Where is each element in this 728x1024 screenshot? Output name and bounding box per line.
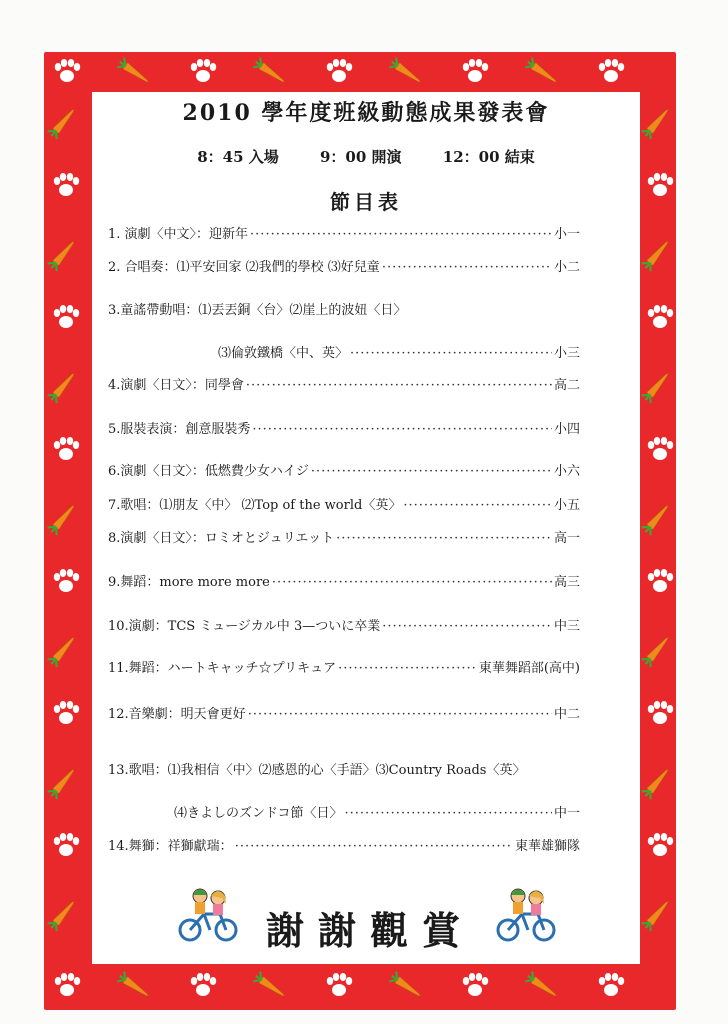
item-title: 14.舞獅：祥獅獻瑞： <box>108 839 233 854</box>
item-title: ⑶倫敦鐵橋〈中、英〉 <box>218 346 349 361</box>
item-performer: 小二 <box>553 260 580 275</box>
paw-print-icon <box>54 173 79 196</box>
carrot-icon <box>388 57 423 87</box>
leader-dots <box>246 377 552 395</box>
item-performer: 中三 <box>553 619 580 634</box>
carrot-icon <box>641 106 672 140</box>
paw-print-icon <box>648 701 673 724</box>
item-title: 10.演劇：TCS ミュージカル中 3—ついに卒業 <box>108 619 381 634</box>
carrot-icon <box>116 971 151 1001</box>
carrot-icon <box>641 238 672 272</box>
program-item <box>108 421 580 439</box>
paw-print-icon <box>55 973 80 996</box>
item-title: 11.舞蹈：ハートキャッチ☆プリキュア <box>108 661 337 676</box>
carrot-icon <box>388 971 423 1001</box>
paw-print-icon <box>54 305 79 328</box>
leader-dots <box>248 706 552 724</box>
paw-print-icon <box>599 59 624 82</box>
program-item <box>108 302 580 320</box>
item-performer: 小四 <box>553 422 580 437</box>
leader-dots <box>336 530 552 548</box>
paw-print-icon <box>54 437 79 460</box>
item-performer: 小五 <box>553 498 580 513</box>
leader-dots <box>382 618 552 636</box>
page-title: 2010 學年度班級動態成果發表會 <box>182 100 550 126</box>
leader-dots <box>350 345 552 363</box>
leader-dots <box>403 497 552 515</box>
item-title: 13.歌唱：⑴我相信〈中〉⑵感恩的心〈手語〉⑶Country Roads〈英〉 <box>108 763 526 778</box>
leader-dots <box>382 259 552 277</box>
item-title: ⑷きよしのズンドコ節〈日〉 <box>174 806 343 821</box>
leader-dots <box>250 226 552 244</box>
program-item <box>108 497 580 515</box>
carrot-icon <box>524 57 559 87</box>
carrot-icon <box>252 57 287 87</box>
paw-print-icon <box>54 569 79 592</box>
item-performer: 東華雄獅隊 <box>514 839 580 854</box>
carrot-icon <box>641 502 672 536</box>
item-title: 3.童謠帶動唱：⑴丟丟銅〈台〉⑵崖上的波妞〈日〉 <box>108 303 407 318</box>
schedule-times <box>92 146 640 167</box>
item-title: 8.演劇〈日文〉：ロミオとジュリエット <box>108 531 335 546</box>
paw-print-icon <box>463 59 488 82</box>
item-performer: 小一 <box>553 227 580 242</box>
carrot-icon <box>47 106 78 140</box>
carrot-icon <box>641 634 672 668</box>
paw-print-icon <box>191 59 216 82</box>
item-performer: 高三 <box>553 575 580 590</box>
carrot-icon <box>641 370 672 404</box>
thank-you-message: 謝謝觀賞 <box>265 908 474 953</box>
item-performer: 高一 <box>553 531 580 546</box>
item-title: 5.服裝表演：創意服裝秀 <box>108 422 251 437</box>
leader-dots <box>338 660 477 678</box>
paw-print-icon <box>55 59 80 82</box>
carrot-icon <box>47 766 78 800</box>
item-performer: 小三 <box>553 346 580 361</box>
carrot-icon <box>524 971 559 1001</box>
paw-print-icon <box>648 437 673 460</box>
content-panel <box>92 92 640 964</box>
program-item <box>108 377 580 395</box>
program-item <box>108 530 580 548</box>
start-time: 9：00 開演 <box>320 148 402 166</box>
item-title: 4.演劇〈日文〉：同學會 <box>108 378 244 393</box>
paw-print-icon <box>327 59 352 82</box>
carrot-icon <box>47 634 78 668</box>
item-title: 12.音樂劇：明天會更好 <box>108 707 246 722</box>
entry-time: 8：45 入場 <box>197 148 279 166</box>
carrot-icon <box>47 238 78 272</box>
end-time: 12：00 結束 <box>442 148 535 166</box>
paw-print-icon <box>599 973 624 996</box>
carrot-icon <box>116 57 151 87</box>
item-title: 6.演劇〈日文〉：低燃費少女ハイジ <box>108 464 309 479</box>
program-heading: 節目表 <box>330 190 402 214</box>
program-item <box>108 463 580 481</box>
program-item <box>108 259 580 277</box>
item-title: 7.歌唱：⑴朋友〈中〉 ⑵Top of the world〈英〉 <box>108 498 402 513</box>
program-item <box>108 618 580 636</box>
item-performer: 中二 <box>553 707 580 722</box>
kids-on-bicycle-icon <box>176 884 240 944</box>
leader-dots <box>311 463 552 481</box>
paw-print-icon <box>648 833 673 856</box>
carrot-icon <box>252 971 287 1001</box>
carrot-icon <box>47 502 78 536</box>
item-performer: 東華舞蹈部(高中) <box>478 661 580 676</box>
paw-print-icon <box>327 973 352 996</box>
carrot-icon <box>641 766 672 800</box>
leader-dots <box>252 421 552 439</box>
item-performer: 小六 <box>553 464 580 479</box>
program-item <box>108 838 580 856</box>
paw-print-icon <box>191 973 216 996</box>
paw-print-icon <box>54 701 79 724</box>
program-item <box>108 660 580 678</box>
program-item <box>108 574 580 592</box>
paw-print-icon <box>648 305 673 328</box>
paw-print-icon <box>54 833 79 856</box>
carrot-icon <box>47 370 78 404</box>
program-item <box>174 805 580 823</box>
program-item <box>218 345 580 363</box>
program-item <box>108 762 580 780</box>
leader-dots <box>235 838 513 856</box>
program-item <box>108 706 580 724</box>
program-item <box>108 226 580 244</box>
item-title: 1. 演劇〈中文〉：迎新年 <box>108 227 249 242</box>
carrot-icon <box>641 898 672 932</box>
leader-dots <box>344 805 552 823</box>
item-performer: 高二 <box>553 378 580 393</box>
paw-print-icon <box>463 973 488 996</box>
item-performer: 中一 <box>553 806 580 821</box>
leader-dots <box>272 574 552 592</box>
item-title: 9.舞蹈：more more more <box>108 575 270 590</box>
carrot-icon <box>47 898 78 932</box>
paw-print-icon <box>648 569 673 592</box>
paw-print-icon <box>648 173 673 196</box>
kids-on-bicycle-icon <box>494 884 558 944</box>
item-title: 2. 合唱奏：⑴平安回家 ⑵我們的學校 ⑶好兒童 <box>108 260 380 275</box>
